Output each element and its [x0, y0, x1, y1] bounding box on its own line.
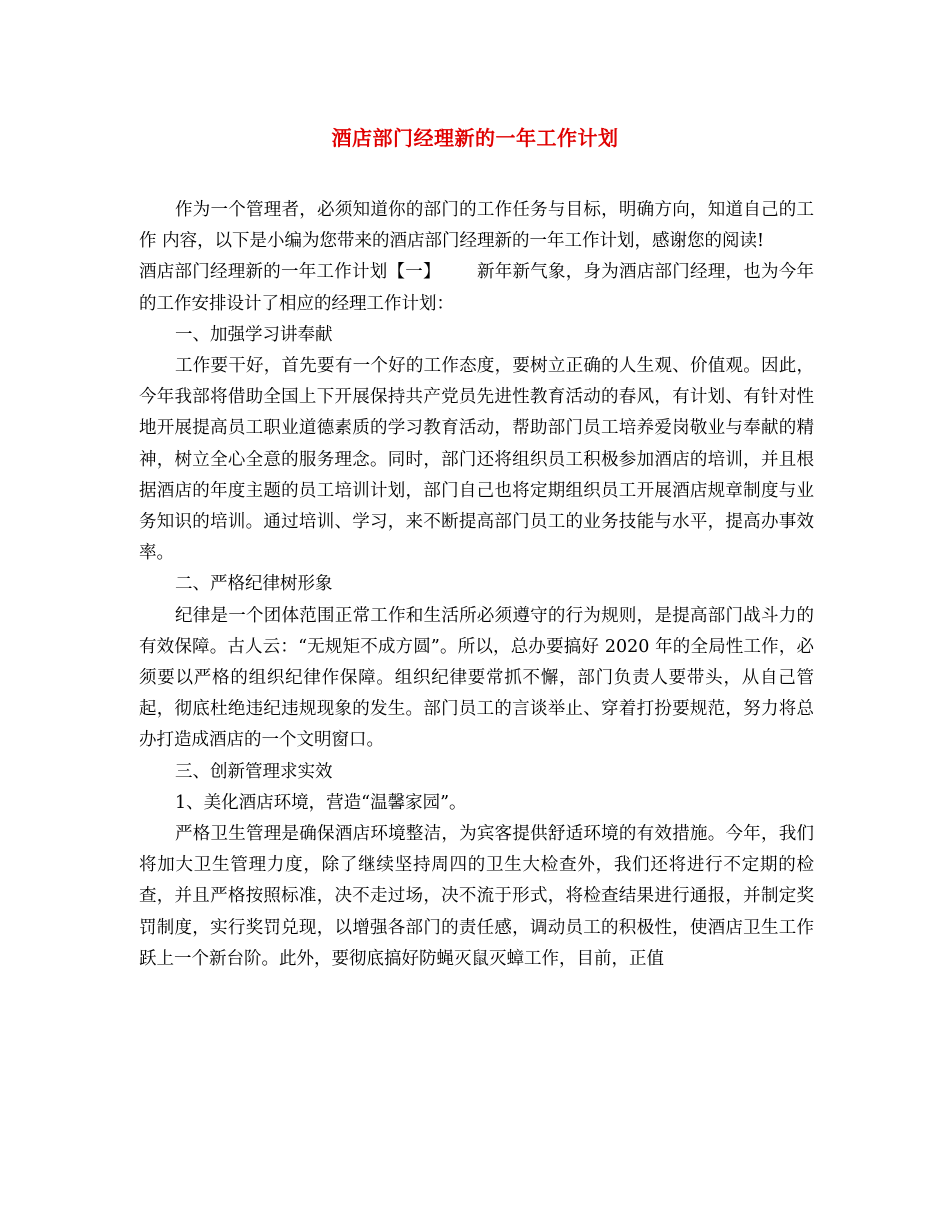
subsection-heading-3-1: 1、美化酒店环境，营造“温馨家园”。: [175, 792, 467, 813]
section-paragraph-3: 严格卫生管理是确保酒店环境整洁，为宾客提供舒适环境的有效措施。今年，我们将加大卫生管理力度，除了继续坚持周四的卫生大检查外，我们还将进行不定期的检查，并且严格按照标准，决不走过场，决不流于形式，将检查结果进行通报，并制定奖罚制度，实行奖罚兑现，以增强各部门的责任感，调动员工的积极性，使酒店卫生工作跃上一个新台阶。此外，要彻底搞好防蝇灭鼠灭蟑工作，目前，正值: [139, 824, 814, 969]
section-heading-3: 三、创新管理求实效: [175, 761, 333, 782]
section-heading-1: 一、加强学习讲奉献: [175, 324, 333, 345]
section-paragraph-1: 工作要干好，首先要有一个好的工作态度，要树立正确的人生观、价值观。因此，今年我部将借助全国上下开展保持共产党员先进性教育活动的春风，有计划、有针对性地开展提高员工职业道德素质的学习教育活动，帮助部门员工培养爱岗敬业与奉献的精神，树立全心全意的服务理念。同时，部门还将组织员工积极参加酒店的培训，并且根据酒店的年度主题的员工培训计划，部门自己也将定期组织员工开展酒店规章制度与业务知识的培训。通过培训、学习，来不断提高部门员工的业务技能与水平，提高办事效率。: [139, 356, 814, 564]
document-body: [139, 195, 814, 975]
section-paragraph-2: 纪律是一个团体范围正常工作和生活所必须遵守的行为规则，是提高部门战斗力的有效保障。古人云：“无规矩不成方圆”。所以，总办要搞好 2020 年的全局性工作，必须要以严格的组织纪律作保障。组织纪律要常抓不懈，部门负责人要带头，从自己管起，彻底杜绝违纪违规现象的发生。部门员工的言谈举止、穿着打扮要规范，努力将总办打造成酒店的一个文明窗口。: [139, 605, 814, 751]
plan-intro-paragraph: [139, 257, 814, 319]
plan-intro-text: 新年新气象，身为酒店部门经理，也为今年的工作安排设计了相应的经理工作计划：: [139, 262, 814, 314]
document-title: 酒店部门经理新的一年工作计划: [331, 126, 619, 150]
section-heading-2: 二、严格纪律树形象: [175, 574, 333, 595]
intro-paragraph: 作为一个管理者，必须知道你的部门的工作任务与目标，明确方向，知道自己的工作 内容，以下是小编为您带来的酒店部门经理新的一年工作计划，感谢您的阅读!: [139, 200, 814, 252]
plan-label: 酒店部门经理新的一年工作计划【一】: [139, 262, 441, 283]
